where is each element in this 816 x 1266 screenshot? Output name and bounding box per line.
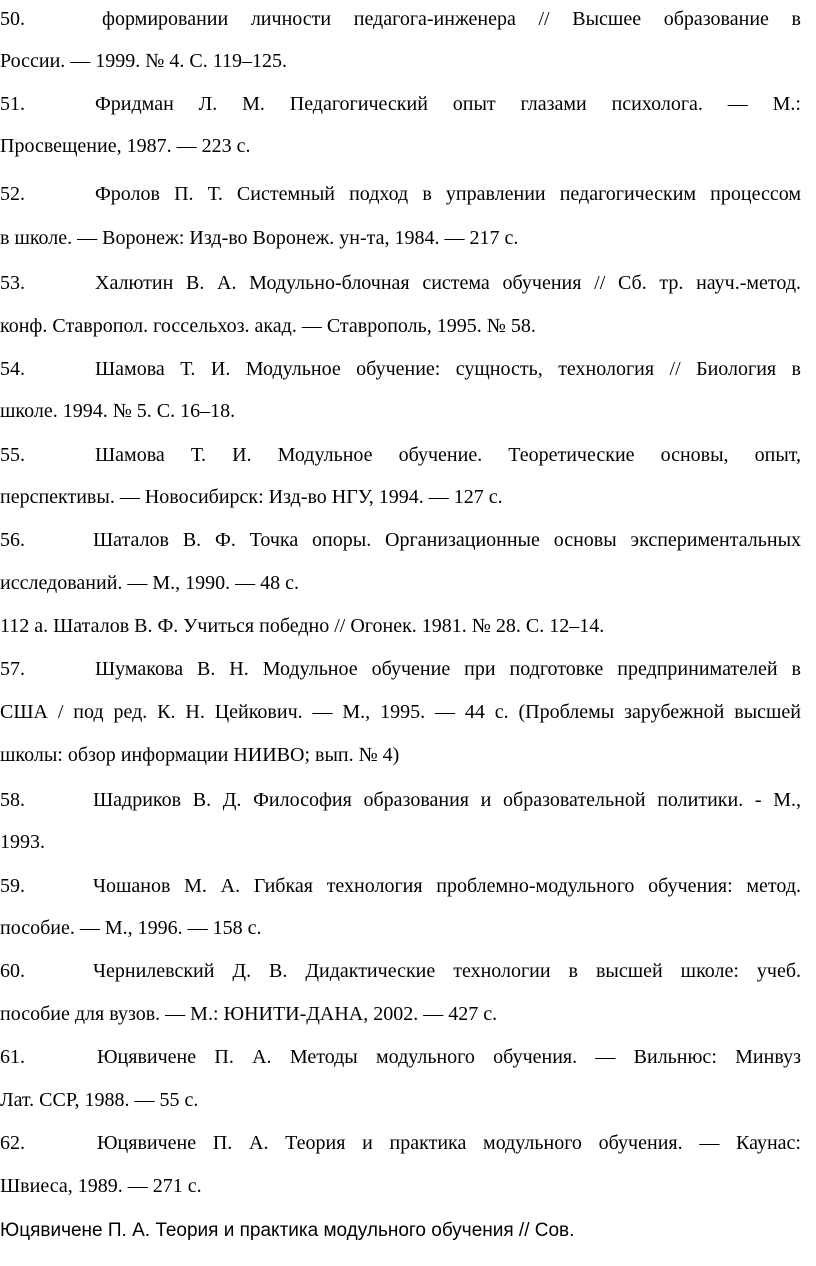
entry-number: 55. <box>0 444 25 466</box>
entry-text: Фридман Л. М. Педагогический опыт глазами психолога. — М.: <box>95 93 801 115</box>
entry-text: Шамова Т. И. Модульное обучение: сущность, технология // Биология в <box>95 358 801 380</box>
entry-number: 50. <box>0 8 25 30</box>
entry-text: Юцявичене П. А. Теория и практика модульного обучения. — Каунас: <box>97 1132 801 1154</box>
entry-number: 57. <box>0 658 25 680</box>
entry-50-second-line: России. — 1999. № 4. С. 119–125. <box>0 50 287 72</box>
entry-57-third-line: школы: обзор информации НИИВО; вып. № 4) <box>0 744 400 766</box>
entry-58-second-line: 1993. <box>0 831 45 853</box>
entry-text: Шамова Т. И. Модульное обучение. Теоретические основы, опыт, <box>95 444 801 466</box>
entry-112a-line: 112 а. Шаталов В. Ф. Учиться победно // Огонек. 1981. № 28. С. 12–14. <box>0 615 605 637</box>
entry-number: 53. <box>0 272 25 294</box>
entry-text: Шаталов В. Ф. Точка опоры. Организационные основы экспериментальных <box>93 529 801 551</box>
entry-56-second-line: исследований. — М., 1990. — 48 с. <box>0 572 300 594</box>
entry-number: 51. <box>0 93 25 115</box>
entry-number: 56. <box>0 529 25 551</box>
entry-number: 54. <box>0 358 25 380</box>
entry-text: Шумакова В. Н. Модульное обучение при подготовке предпринимателей в <box>95 658 801 680</box>
entry-53-second-line: конф. Ставропол. госсельхоз. акад. — Ставрополь, 1995. № 58. <box>0 315 536 337</box>
entry-59-second-line: пособие. — М., 1996. — 158 с. <box>0 917 262 939</box>
entry-text: Чошанов М. А. Гибкая технология проблемно-модульного обучения: метод. <box>93 875 801 897</box>
entry-54-second-line: школе. 1994. № 5. С. 16–18. <box>0 400 236 422</box>
entry-55-second-line: перспективы. — Новосибирск: Изд-во НГУ, 1994. — 127 с. <box>0 486 503 508</box>
entry-number: 60. <box>0 960 25 982</box>
entry-number: 62. <box>0 1132 25 1154</box>
last-entry-line: Юцявичене П. А. Теория и практика модульного обучения // Сов. <box>0 1220 575 1241</box>
entry-text: Чернилевский Д. В. Дидактические технологии в высшей школе: учеб. <box>93 960 801 982</box>
entry-57-second-line: США / под ред. К. Н. Цейкович. — М., 1995. — 44 с. (Проблемы зарубежной высшей <box>0 701 801 723</box>
entry-text: формировании личности педагога-инженера // Высшее образование в <box>102 8 801 30</box>
entry-number: 61. <box>0 1046 25 1068</box>
entry-number: 52. <box>0 183 25 205</box>
entry-51-second-line: Просвещение, 1987. — 223 с. <box>0 135 251 157</box>
entry-52-second-line: в школе. — Воронеж: Изд-во Воронеж. ун-та, 1984. — 217 с. <box>0 227 519 249</box>
entry-number: 58. <box>0 789 25 811</box>
entry-text: Фролов П. Т. Системный подход в управлении педагогическим процессом <box>95 183 801 205</box>
entry-text: Юцявичене П. А. Методы модульного обучения. — Вильнюс: Минвуз <box>97 1046 801 1068</box>
entry-number: 59. <box>0 875 25 897</box>
entry-62-second-line: Швиеса, 1989. — 271 с. <box>0 1175 202 1197</box>
entry-text: Шадриков В. Д. Философия образования и образовательной политики. - М., <box>93 789 801 811</box>
entry-text: Халютин В. А. Модульно-блочная система обучения // Сб. тр. науч.-метод. <box>95 272 801 294</box>
entry-61-second-line: Лат. ССР, 1988. — 55 с. <box>0 1089 199 1111</box>
entry-60-second-line: пособие для вузов. — М.: ЮНИТИ-ДАНА, 2002. — 427 с. <box>0 1003 498 1025</box>
